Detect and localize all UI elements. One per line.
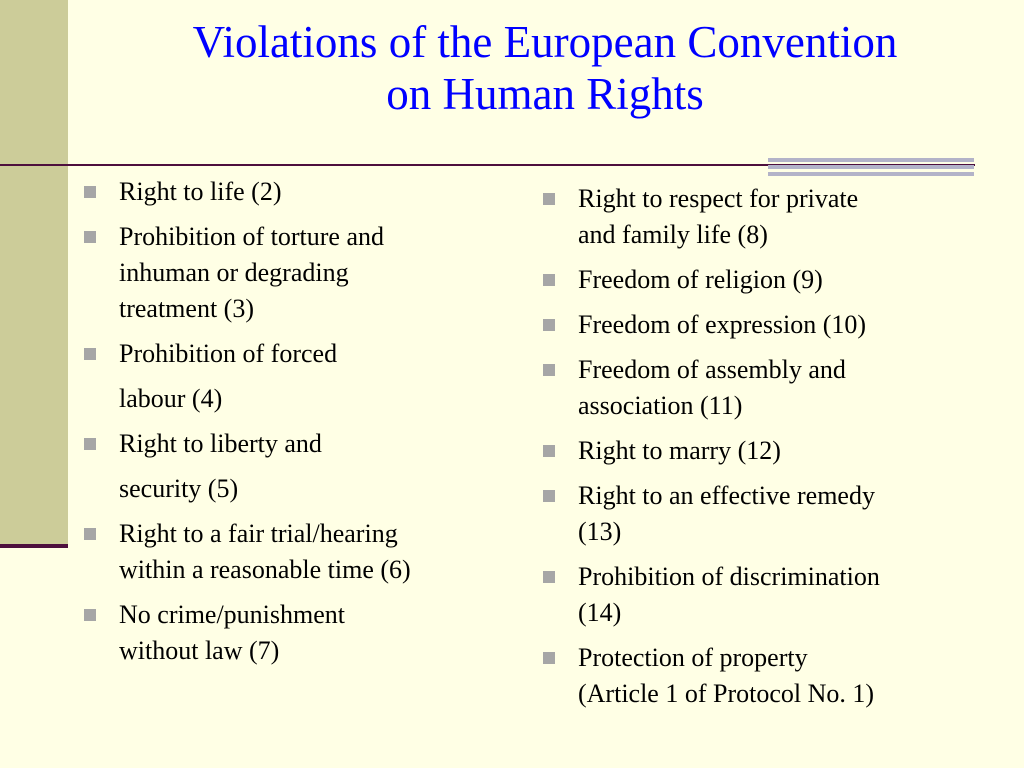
list-item — [84, 597, 524, 669]
slide-title-line-1: Violations of the European Convention — [192, 17, 898, 67]
left-rights-list — [84, 174, 524, 678]
square-bullet-icon — [543, 445, 555, 457]
list-item — [84, 516, 524, 588]
list-item-text: Freedom of religion (9) — [578, 265, 823, 294]
square-bullet-icon — [84, 438, 96, 450]
list-item-text: Prohibition of discrimination (14) — [578, 562, 880, 627]
square-bullet-icon — [84, 231, 96, 243]
square-bullet-icon — [543, 652, 555, 664]
square-bullet-icon — [543, 490, 555, 502]
list-item — [84, 336, 524, 417]
list-item-text: Right to an effective remedy (13) — [578, 481, 875, 546]
list-item — [543, 181, 1013, 253]
list-item — [543, 262, 1013, 298]
list-item-text: Right to a fair trial/hearing within a reasonable time (6) — [119, 519, 411, 584]
list-item — [543, 559, 1013, 631]
list-item — [543, 352, 1013, 424]
square-bullet-icon — [543, 571, 555, 583]
list-item-text: Freedom of expression (10) — [578, 310, 867, 339]
list-item-text: security (5) — [119, 474, 239, 503]
square-bullet-icon — [84, 528, 96, 540]
slide-title-line-2: on Human Rights — [386, 69, 704, 119]
list-item-text: Protection of property (Article 1 of Protocol No. 1) — [578, 643, 875, 708]
left-bottom-rule — [0, 544, 68, 548]
square-bullet-icon — [84, 186, 96, 198]
list-item-text: No crime/punishment without law (7) — [119, 600, 346, 665]
list-item-text: Right to respect for private and family life (8) — [578, 184, 859, 249]
list-item — [543, 478, 1013, 550]
square-bullet-icon — [543, 274, 555, 286]
list-item-text: Right to liberty and — [119, 429, 322, 458]
list-item-text: Prohibition of torture and inhuman or degrading treatment (3) — [119, 222, 385, 323]
list-item-text: Right to life (2) — [119, 177, 282, 206]
square-bullet-icon — [543, 364, 555, 376]
square-bullet-icon — [84, 348, 96, 360]
list-item — [84, 174, 524, 210]
list-item — [84, 426, 524, 507]
list-item-text: Prohibition of forced — [119, 339, 338, 368]
list-item — [543, 307, 1013, 343]
list-item — [543, 433, 1013, 469]
slide-title — [80, 16, 1010, 120]
list-item-text: Right to marry (12) — [578, 436, 781, 465]
list-item — [543, 640, 1013, 712]
left-decorative-band — [0, 0, 68, 546]
title-divider-accent — [768, 158, 974, 179]
right-rights-list — [543, 181, 1013, 721]
square-bullet-icon — [543, 319, 555, 331]
square-bullet-icon — [84, 609, 96, 621]
list-item — [84, 219, 524, 327]
square-bullet-icon — [543, 193, 555, 205]
list-item-text: Freedom of assembly and association (11) — [578, 355, 846, 420]
list-item-text: labour (4) — [119, 384, 223, 413]
